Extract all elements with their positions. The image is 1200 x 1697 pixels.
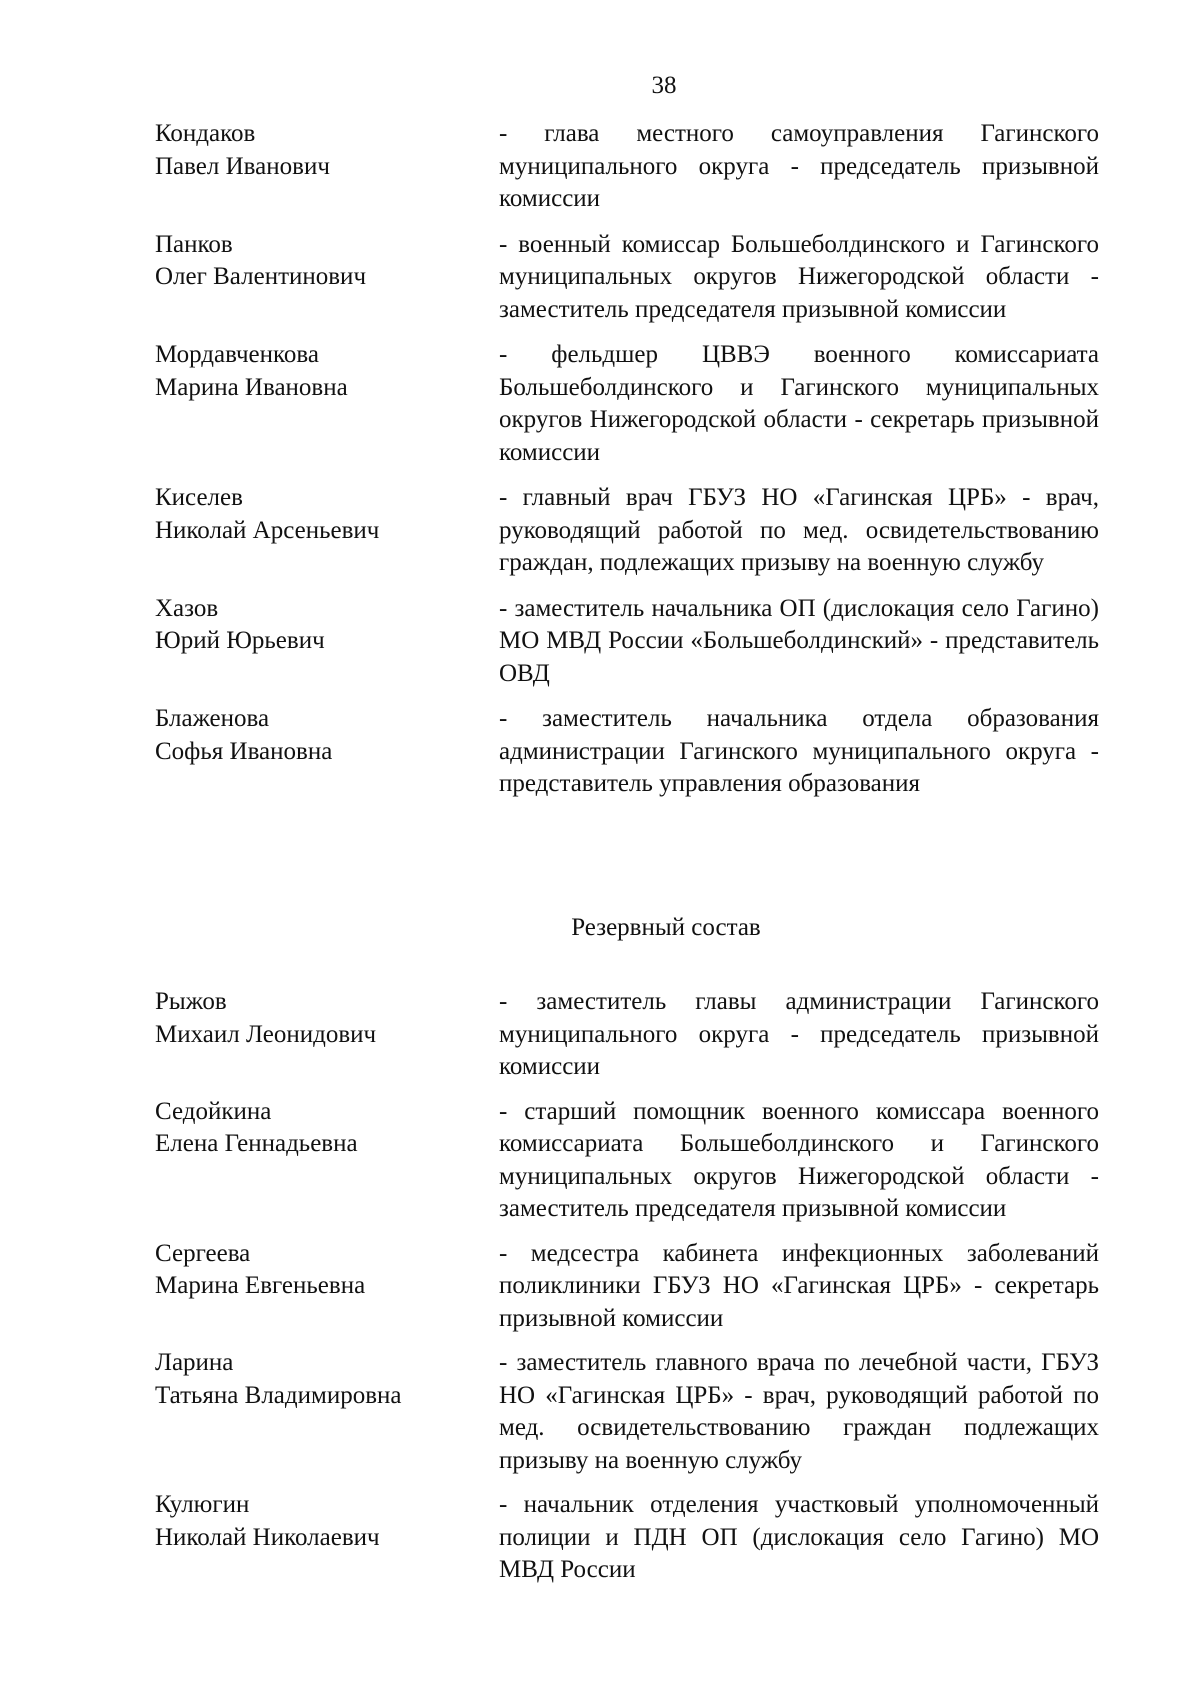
member-role: - заместитель главы администрации Гагинского муниципального округа - председатель призывной комиссии xyxy=(499,988,1099,1080)
member-name xyxy=(155,703,333,801)
member-name xyxy=(155,229,367,327)
member-surname: Кондаков xyxy=(155,120,256,147)
reserve-member-entry xyxy=(0,1347,1200,1477)
member-given-name: Михаил Леонидович xyxy=(155,1020,377,1048)
member-role: - заместитель начальника отдела образования администрации Гагинского муниципального округа - представитель управления образования xyxy=(499,705,1099,797)
member-role: - медсестра кабинета инфекционных заболеваний поликлиники ГБУЗ НО «Гагинская ЦРБ» - секретарь призывной комиссии xyxy=(499,1239,1099,1332)
member-surname: Блаженова xyxy=(155,705,270,732)
member-name xyxy=(155,1238,366,1336)
member-given-name: Олег Валентинович xyxy=(155,263,367,290)
member-role: - начальник отделения участковый уполномоченный полиции и ПДН ОП (дислокация село Гагино) МО МВД России xyxy=(499,1491,1099,1583)
member-surname: Мордавченкова xyxy=(155,341,319,368)
member-given-name: Марина Евгеньевна xyxy=(155,1272,366,1299)
member-given-name: Софья Ивановна xyxy=(155,737,333,765)
page-number: 38 xyxy=(651,72,677,99)
member-entry xyxy=(0,229,1200,327)
member-surname: Седойкина xyxy=(155,1097,272,1125)
member-given-name: Николай Николаевич xyxy=(155,1523,380,1551)
member-surname: Рыжов xyxy=(155,988,227,1015)
member-name xyxy=(155,482,380,580)
member-given-name: Елена Геннадьевна xyxy=(155,1130,358,1157)
member-role: - глава местного самоуправления Гагинского муниципального округа - председатель призывной комиссии xyxy=(499,120,1099,212)
member-role: - главный врач ГБУЗ НО «Гагинская ЦРБ» - врач, руководящий работой по мед. освидетельствованию граждан, подлежащих призыву на военную службу xyxy=(499,484,1099,576)
member-entry xyxy=(0,339,1200,469)
member-entry xyxy=(0,703,1200,801)
member-entry xyxy=(0,482,1200,580)
member-surname: Сергеева xyxy=(155,1239,251,1267)
member-surname: Хазов xyxy=(155,594,219,622)
member-entry xyxy=(0,593,1200,691)
member-role: - военный комиссар Большеболдинского и Гагинского муниципальных округов Нижегородской области - заместитель председателя призывной комиссии xyxy=(499,230,1099,323)
member-surname: Киселев xyxy=(155,484,243,511)
member-name xyxy=(155,1347,402,1477)
member-given-name: Николай Арсеньевич xyxy=(155,516,380,544)
main-composition-list xyxy=(0,118,1200,801)
member-role: - старший помощник военного комиссара военного комиссариата Большеболдинского и Гагинского муниципальных округов Нижегородской области - заместитель председателя призывной комиссии xyxy=(499,1097,1099,1222)
reserve-member-entry xyxy=(0,1096,1200,1226)
member-name xyxy=(155,118,330,216)
reserve-member-entry xyxy=(0,1238,1200,1336)
member-name xyxy=(155,593,325,691)
reserve-composition-list xyxy=(0,986,1200,1587)
member-name xyxy=(155,1096,358,1226)
member-surname: Ларина xyxy=(155,1349,234,1376)
member-given-name: Татьяна Владимировна xyxy=(155,1381,402,1409)
reserve-section-heading: Резервный состав xyxy=(571,914,761,941)
member-name xyxy=(155,986,377,1084)
member-role: - заместитель главного врача по лечебной части, ГБУЗ НО «Гагинская ЦРБ» - врач, руководящий работой по мед. освидетельствованию граждан подлежащих призыву на военную службу xyxy=(499,1349,1099,1474)
member-given-name: Павел Иванович xyxy=(155,152,330,180)
member-role: - фельдшер ЦВВЭ военного комиссариата Большеболдинского и Гагинского муниципальных округов Нижегородской области - секретарь призывной комиссии xyxy=(499,341,1099,466)
member-given-name: Марина Ивановна xyxy=(155,373,348,401)
member-entry xyxy=(0,118,1200,216)
member-given-name: Юрий Юрьевич xyxy=(155,627,325,654)
member-role: - заместитель начальника ОП (дислокация село Гагино) МО МВД России «Большеболдинский» - представитель ОВД xyxy=(499,594,1099,687)
member-surname: Панков xyxy=(155,230,233,258)
member-surname: Кулюгин xyxy=(155,1491,250,1518)
member-name xyxy=(155,339,348,469)
reserve-member-entry xyxy=(0,986,1200,1084)
reserve-member-entry xyxy=(0,1489,1200,1587)
member-name xyxy=(155,1489,380,1587)
